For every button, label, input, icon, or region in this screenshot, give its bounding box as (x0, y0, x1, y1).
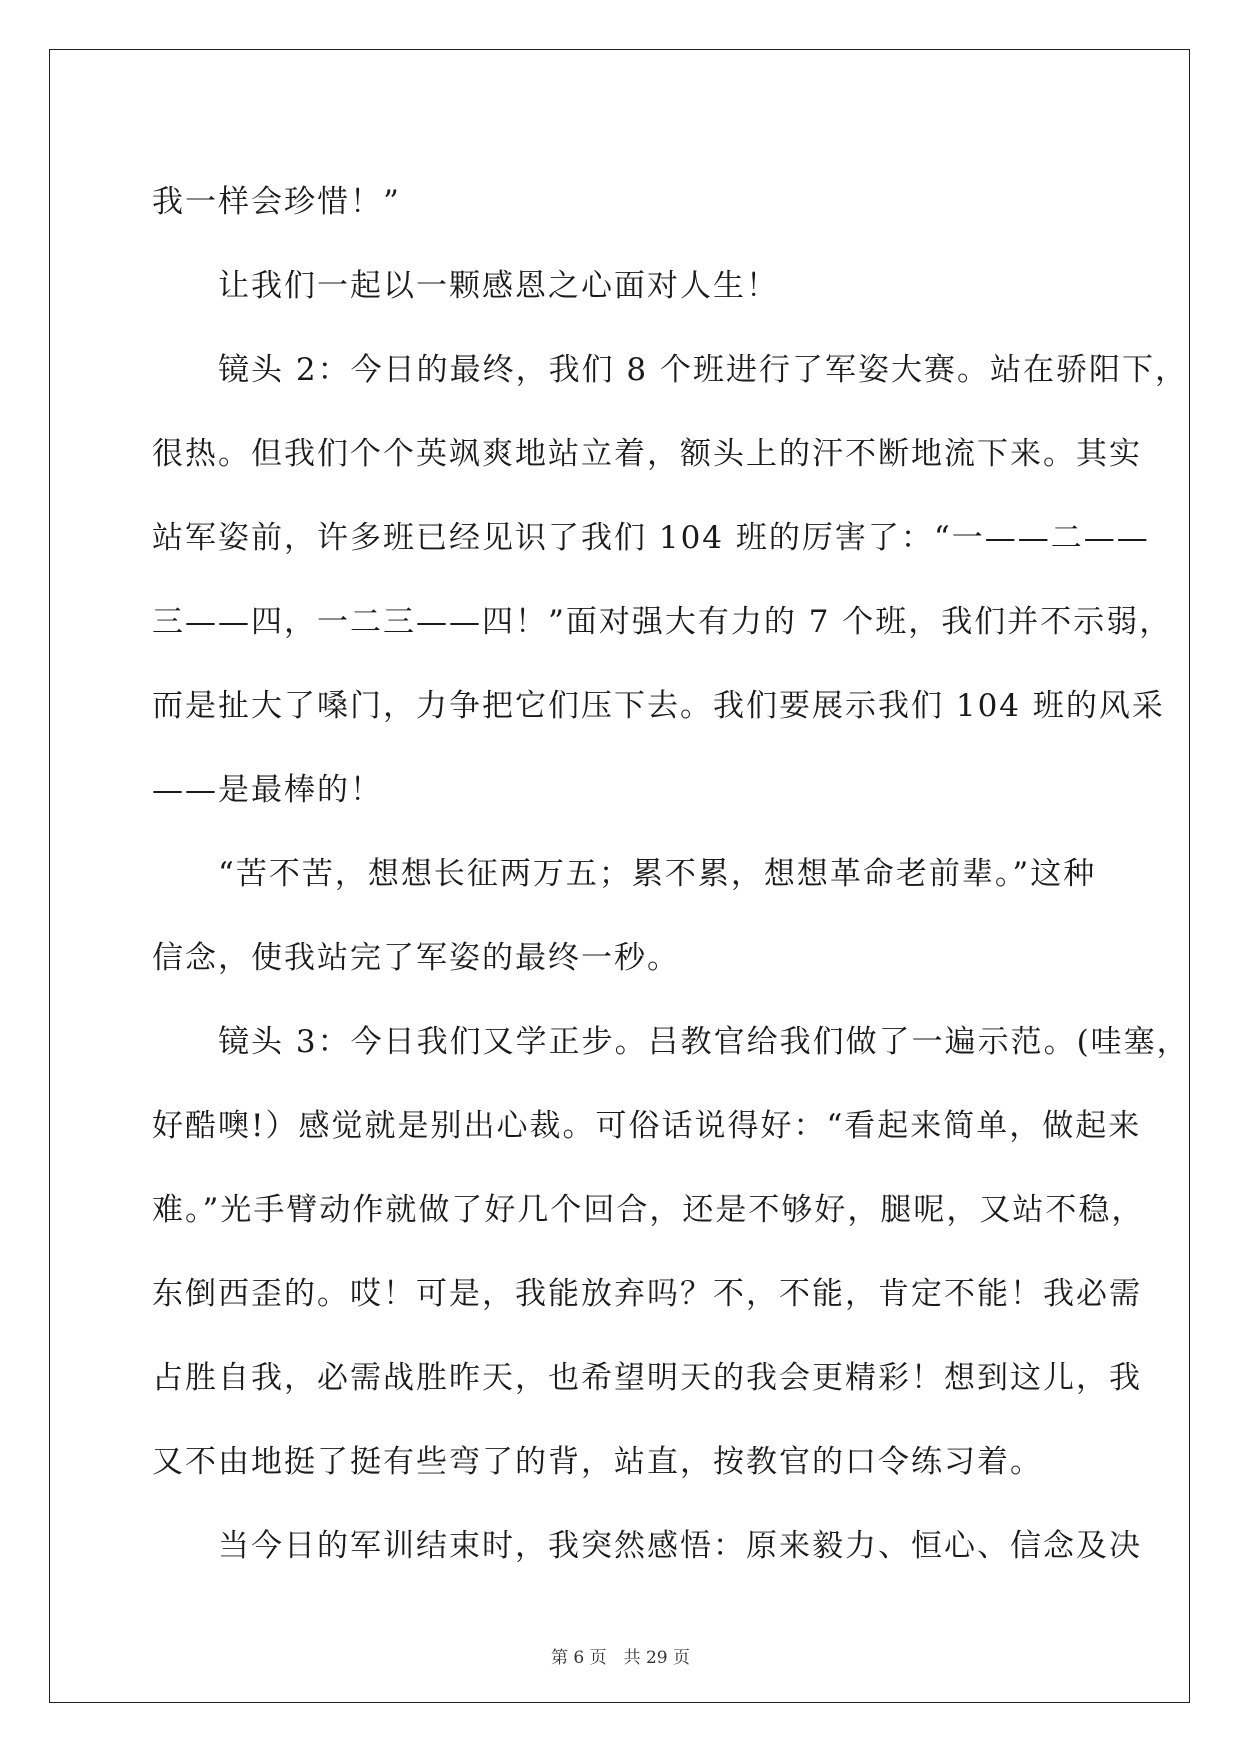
text-line: 当今日的军训结束时，我突然感悟：原来毅力、恒心、信念及决 (152, 1528, 1142, 1564)
text-line: 三——四，一二三——四！”面对强大有力的 7 个班，我们并不示弱， (152, 604, 1173, 640)
document-body (152, 160, 1190, 1588)
text-line: 让我们一起以一颗感恩之心面对人生！ (152, 268, 779, 304)
text-line: 难。”光手臂动作就做了好几个回合，还是不够好，腿呢，又站不稳， (152, 1192, 1145, 1228)
text-line: 又不由地挺了挺有些弯了的背，站直，按教官的口令练习着。 (152, 1444, 1043, 1480)
text-line: 而是扯大了嗓门，力争把它们压下去。我们要展示我们 104 班的风采 (152, 688, 1165, 724)
text-line: 站军姿前，许多班已经见识了我们 104 班的厉害了：“一——二—— (152, 520, 1150, 556)
text-line: ——是最棒的！ (152, 772, 383, 808)
text-line: 占胜自我，必需战胜昨天，也希望明天的我会更精彩！想到这儿，我 (152, 1360, 1142, 1396)
page-number-label: 第 6 页 共 29 页 (550, 1648, 691, 1668)
page-footer (0, 1643, 1241, 1668)
text-line: 很热。但我们个个英飒爽地站立着，额头上的汗不断地流下来。其实 (152, 436, 1142, 472)
text-line: 我一样会珍惜！” (152, 184, 401, 220)
text-line: “苦不苦，想想长征两万五；累不累，想想革命老前辈。”这种 (152, 856, 1097, 892)
text-line: 东倒西歪的。哎！可是，我能放弃吗？不，不能，肯定不能！我必需 (152, 1276, 1142, 1312)
text-line: 信念，使我站完了军姿的最终一秒。 (152, 940, 680, 976)
text-line: 镜头 3：今日我们又学正步。吕教官给我们做了一遍示范。(哇塞， (152, 1024, 1190, 1060)
text-line: 镜头 2：今日的最终，我们 8 个班进行了军姿大赛。站在骄阳下， (152, 352, 1189, 388)
text-line: 好酷噢!）感觉就是别出心裁。可俗话说得好：“看起来简单，做起来 (152, 1108, 1142, 1144)
